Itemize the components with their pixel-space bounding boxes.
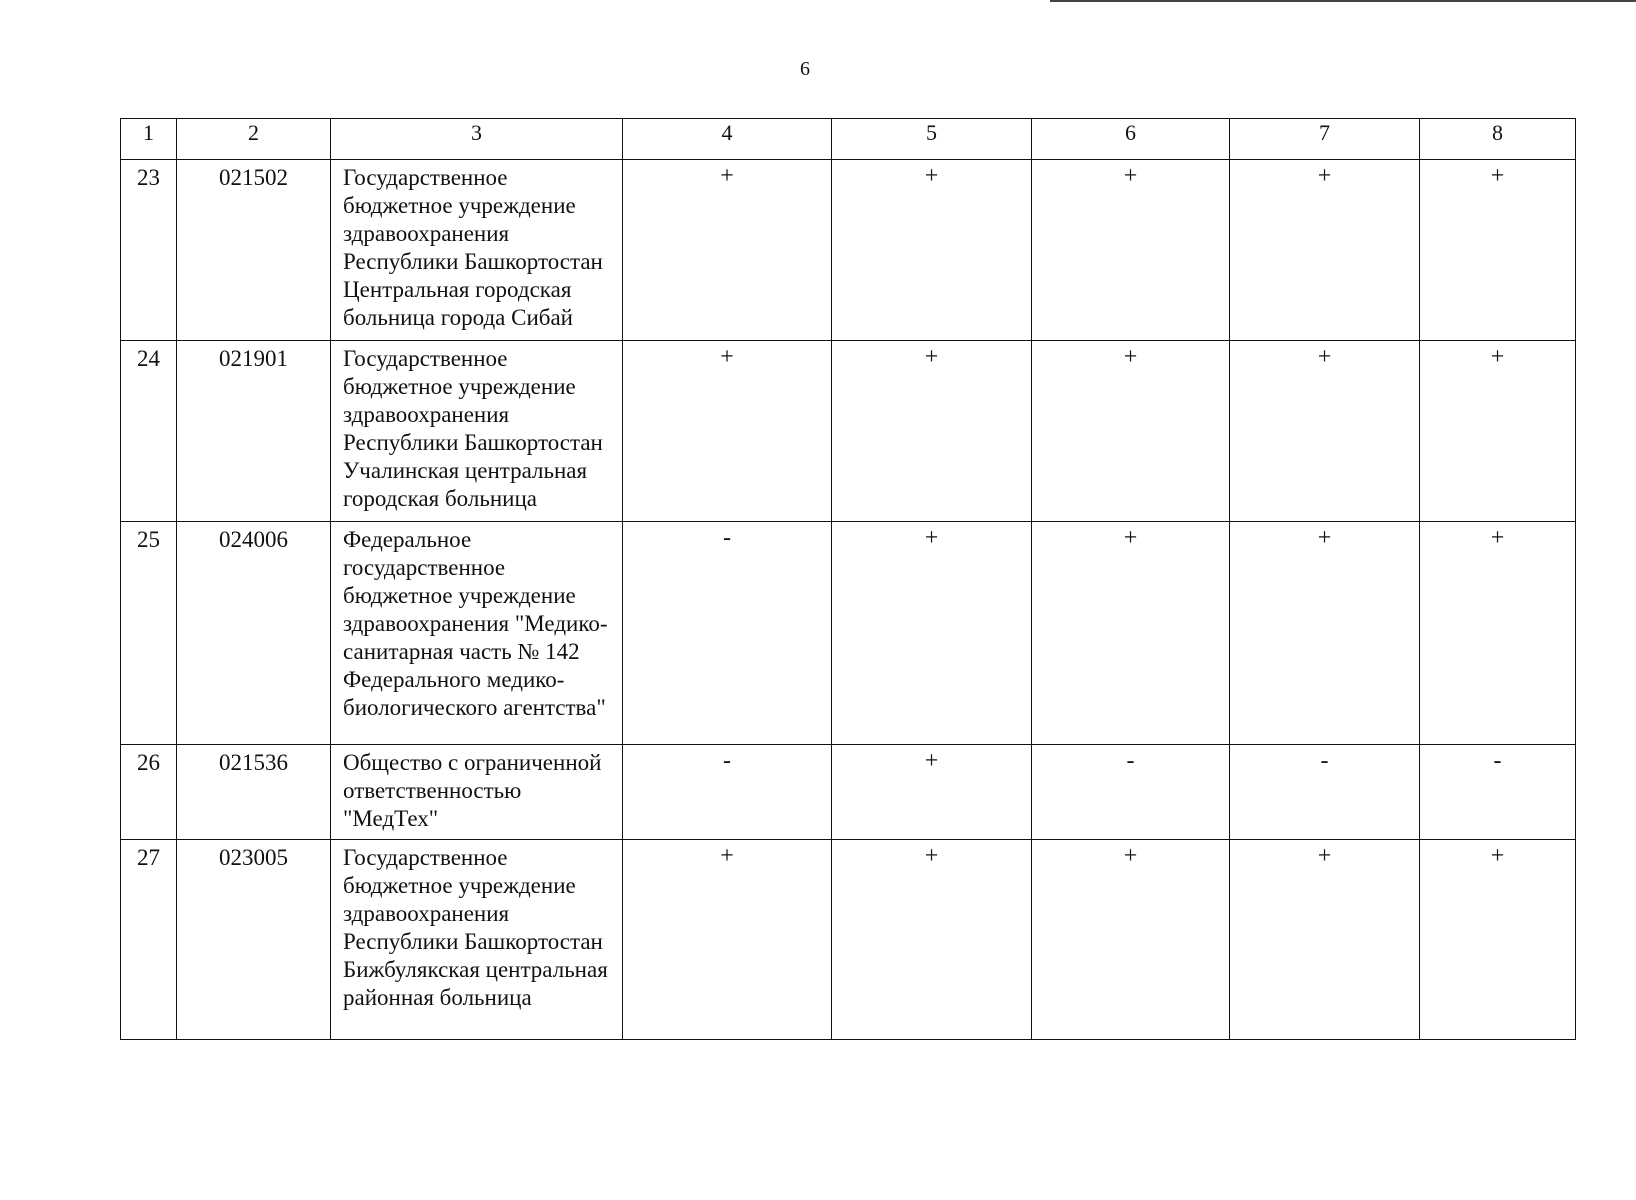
- table-row: [121, 160, 1576, 341]
- top-edge-rule: [1050, 0, 1636, 2]
- registry-table: [120, 118, 1576, 1040]
- header-cell: 6: [1032, 119, 1230, 160]
- mark-col-6: +: [1032, 840, 1230, 1040]
- mark-col-5: +: [832, 522, 1032, 745]
- mark-col-8: +: [1420, 840, 1576, 1040]
- row-number: 26: [121, 745, 177, 840]
- mark-col-5: +: [832, 160, 1032, 341]
- mark-col-7: +: [1230, 522, 1420, 745]
- table-row: [121, 341, 1576, 522]
- org-code: 023005: [177, 840, 331, 1040]
- mark-col-7: +: [1230, 341, 1420, 522]
- org-code: 021536: [177, 745, 331, 840]
- mark-col-8: -: [1420, 745, 1576, 840]
- table-header-row: [121, 119, 1576, 160]
- row-number: 24: [121, 341, 177, 522]
- header-cell: 5: [832, 119, 1032, 160]
- mark-col-4: +: [623, 341, 832, 522]
- mark-col-8: +: [1420, 522, 1576, 745]
- table-row: [121, 840, 1576, 1040]
- header-cell: 4: [623, 119, 832, 160]
- row-number: 23: [121, 160, 177, 341]
- org-code: 021502: [177, 160, 331, 341]
- header-cell: 2: [177, 119, 331, 160]
- org-name: Государственное бюджетное учреждение здравоохранения Республики Башкортостан Бижбулякская центральная районная больница: [331, 840, 623, 1040]
- mark-col-6: -: [1032, 745, 1230, 840]
- mark-col-8: +: [1420, 160, 1576, 341]
- org-name: Государственное бюджетное учреждение здравоохранения Республики Башкортостан Учалинская центральная городская больница: [331, 341, 623, 522]
- org-name: Федеральное государственное бюджетное учреждение здравоохранения "Медико-санитарная часть № 142 Федерального медико-биологического агентства": [331, 522, 623, 745]
- org-name: Государственное бюджетное учреждение здравоохранения Республики Башкортостан Центральная городская больница города Сибай: [331, 160, 623, 341]
- mark-col-5: +: [832, 840, 1032, 1040]
- header-cell: 3: [331, 119, 623, 160]
- mark-col-6: +: [1032, 341, 1230, 522]
- page-number: 6: [800, 58, 810, 80]
- mark-col-4: +: [623, 840, 832, 1040]
- org-code: 021901: [177, 341, 331, 522]
- mark-col-4: -: [623, 522, 832, 745]
- header-cell: 8: [1420, 119, 1576, 160]
- mark-col-4: +: [623, 160, 832, 341]
- mark-col-4: -: [623, 745, 832, 840]
- row-number: 25: [121, 522, 177, 745]
- table-row: [121, 745, 1576, 840]
- mark-col-6: +: [1032, 160, 1230, 341]
- table-row: [121, 522, 1576, 745]
- mark-col-5: +: [832, 341, 1032, 522]
- mark-col-7: +: [1230, 160, 1420, 341]
- mark-col-6: +: [1032, 522, 1230, 745]
- mark-col-5: +: [832, 745, 1032, 840]
- mark-col-7: -: [1230, 745, 1420, 840]
- mark-col-8: +: [1420, 341, 1576, 522]
- org-name: Общество с ограниченной ответственностью "МедТех": [331, 745, 623, 840]
- mark-col-7: +: [1230, 840, 1420, 1040]
- header-cell: 7: [1230, 119, 1420, 160]
- header-cell: 1: [121, 119, 177, 160]
- row-number: 27: [121, 840, 177, 1040]
- org-code: 024006: [177, 522, 331, 745]
